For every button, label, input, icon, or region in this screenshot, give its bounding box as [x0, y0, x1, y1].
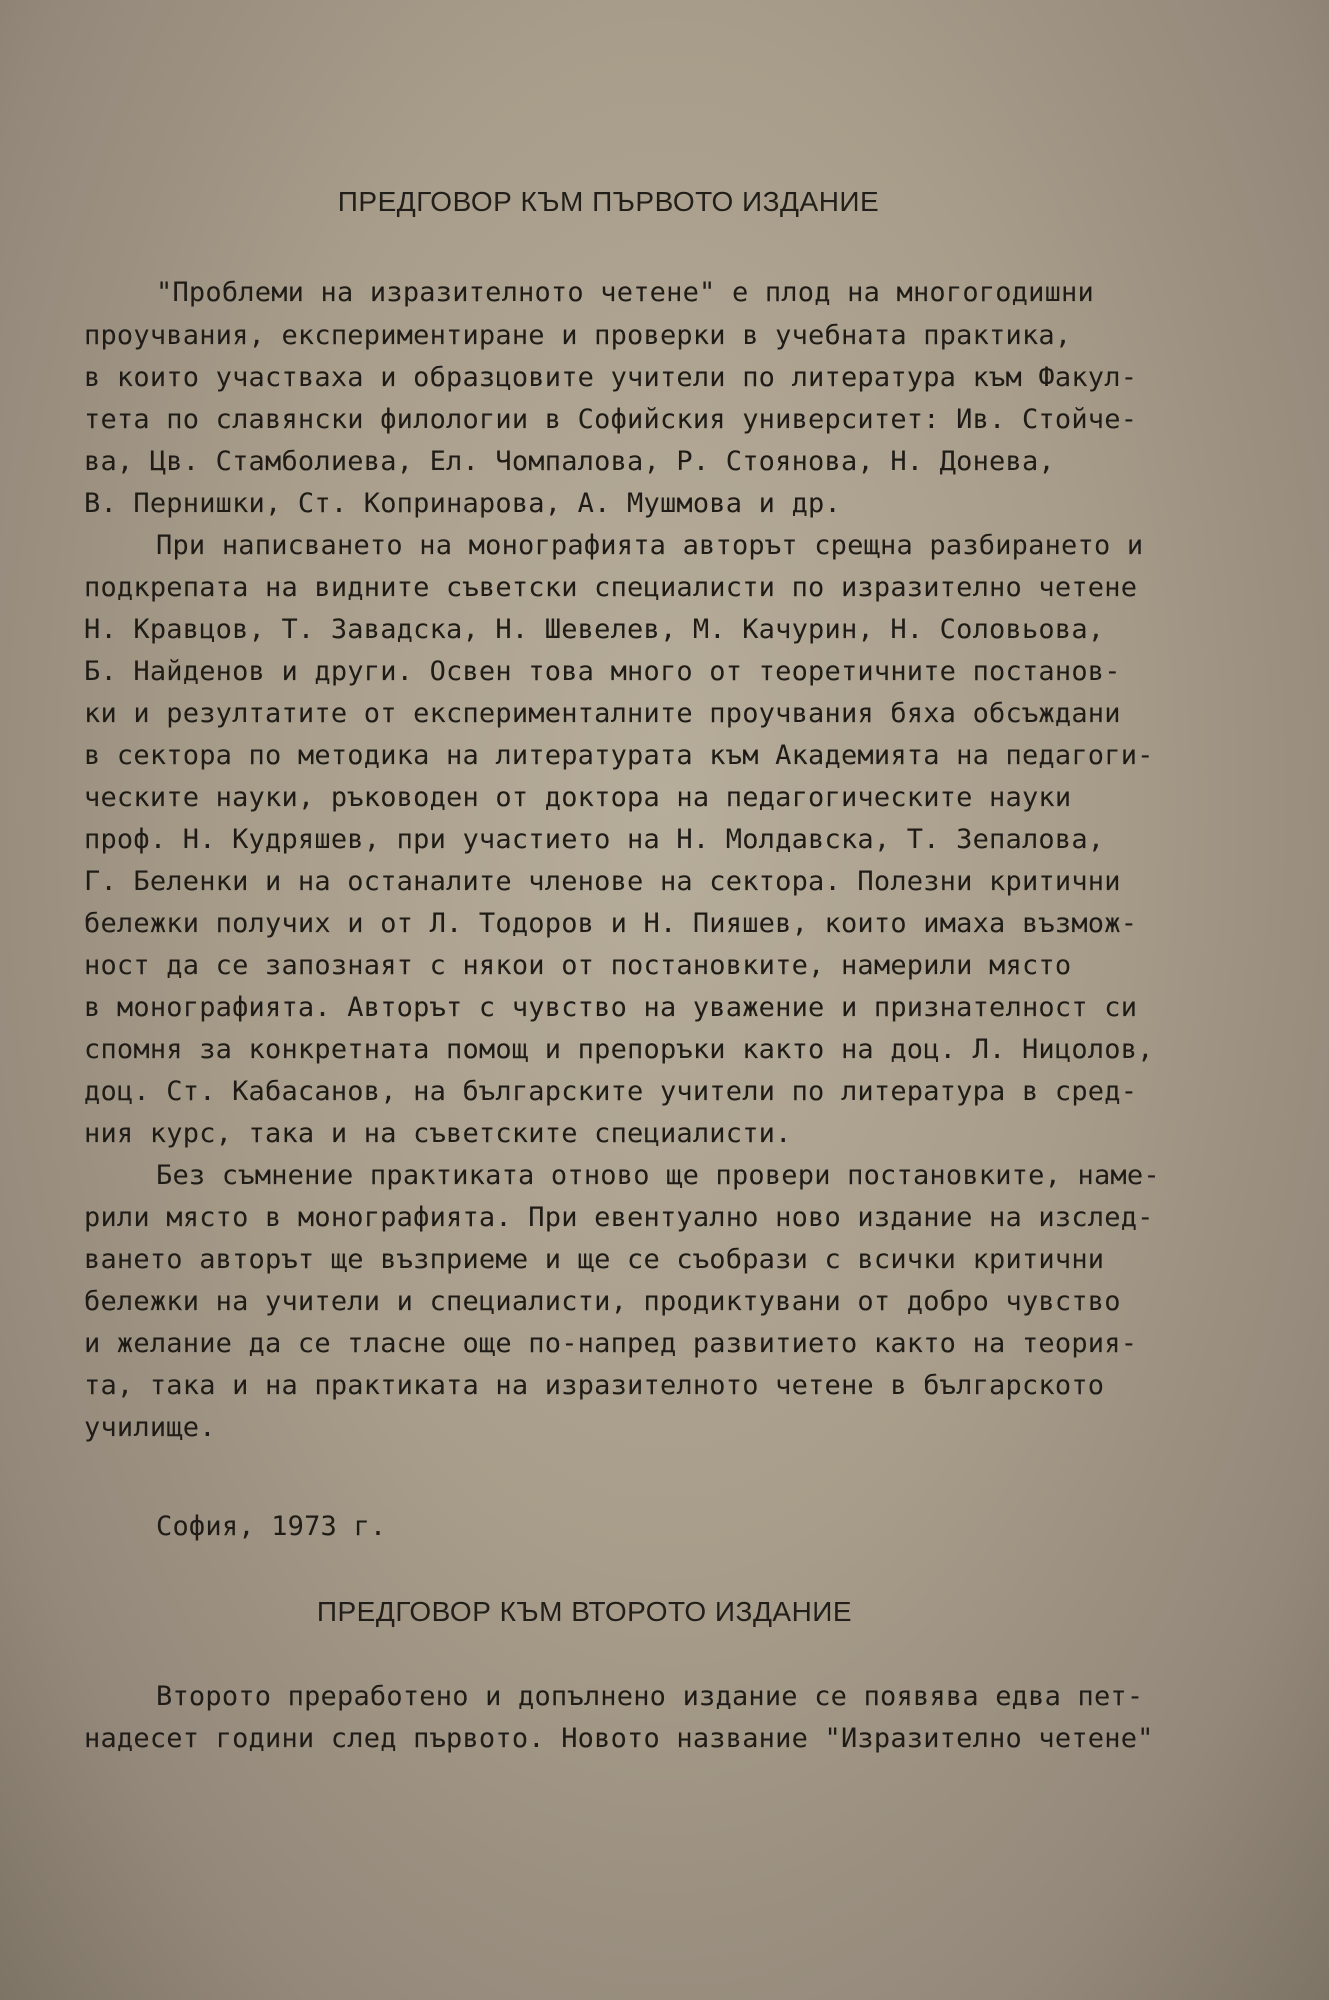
- text-line: надесет години след първото. Новото название "Изразително четене": [84, 1723, 1154, 1754]
- date-line: София, 1973 г.: [156, 1511, 387, 1542]
- text-line: ването авторът ще възприеме и ще се съобрази с всички критични: [84, 1244, 1105, 1275]
- text-line: ва, Цв. Стамболиева, Ел. Чомпалова, Р. Стоянова, Н. Донева,: [84, 446, 1055, 477]
- text-line: Г. Беленки и на останалите членове на сектора. Полезни критични: [84, 866, 1121, 897]
- text-line: "Проблеми на изразителното четене" е плод на многогодишни: [156, 277, 1094, 308]
- text-line: в монографията. Авторът с чувство на уважение и признателност си: [84, 992, 1138, 1023]
- text-line: тета по славянски филологии в Софийския университет: Ив. Стойче-: [84, 404, 1138, 435]
- text-line: спомня за конкретната помощ и препоръки както на доц. Л. Ницолов,: [84, 1034, 1154, 1065]
- text-line: рили място в монографията. При евентуално ново издание на изслед-: [84, 1202, 1154, 1233]
- text-line: в сектора по методика на литературата към Академията на педагоги-: [84, 740, 1154, 771]
- first-preface-title: ПРЕДГОВОР КЪМ ПЪРВОТО ИЗДАНИЕ: [337, 186, 880, 217]
- text-line: проучвания, експериментиране и проверки в учебната практика,: [84, 320, 1072, 351]
- text-line: училище.: [84, 1412, 216, 1443]
- text-line: ния курс, така и на съветските специалисти.: [84, 1118, 792, 1149]
- text-line: и желание да се тласне още по-напред развитието както на теория-: [84, 1328, 1138, 1359]
- text-line: Б. Найденов и други. Освен това много от теоретичните постанов-: [84, 656, 1121, 687]
- text-line: При написването на монографията авторът срещна разбирането и: [156, 530, 1144, 561]
- text-line: доц. Ст. Кабасанов, на българските учители по литература в сред-: [84, 1076, 1138, 1107]
- text-line: ки и резултатите от експерименталните проучвания бяха обсъждани: [84, 698, 1121, 729]
- text-line: ност да се запознаят с някои от постановките, намерили място: [84, 950, 1072, 981]
- text-line: в които участваха и образцовите учители по литература към Факул-: [84, 362, 1138, 393]
- text-line: В. Пернишки, Ст. Копринарова, А. Мушмова и др.: [84, 488, 841, 519]
- text-line: бележки получих и от Л. Тодоров и Н. Пияшев, които имаха възмож-: [84, 908, 1138, 939]
- text-line: ческите науки, ръководен от доктора на педагогическите науки: [84, 782, 1072, 813]
- text-line: та, така и на практиката на изразителното четене в българското: [84, 1370, 1105, 1401]
- text-line: бележки на учители и специалисти, продиктувани от добро чувство: [84, 1286, 1121, 1317]
- text-line: подкрепата на видните съветски специалисти по изразително четене: [84, 572, 1138, 603]
- text-line: Без съмнение практиката отново ще провери постановките, наме-: [156, 1160, 1160, 1191]
- text-line: Второто преработено и допълнено издание се появява едва пет-: [156, 1681, 1144, 1712]
- text-line: проф. Н. Кудряшев, при участието на Н. Молдавска, Т. Зепалова,: [84, 824, 1105, 855]
- second-preface-title: ПРЕДГОВОР КЪМ ВТОРОТО ИЗДАНИЕ: [316, 1596, 853, 1627]
- text-line: Н. Кравцов, Т. Завадска, Н. Шевелев, М. Качурин, Н. Соловьова,: [84, 614, 1105, 645]
